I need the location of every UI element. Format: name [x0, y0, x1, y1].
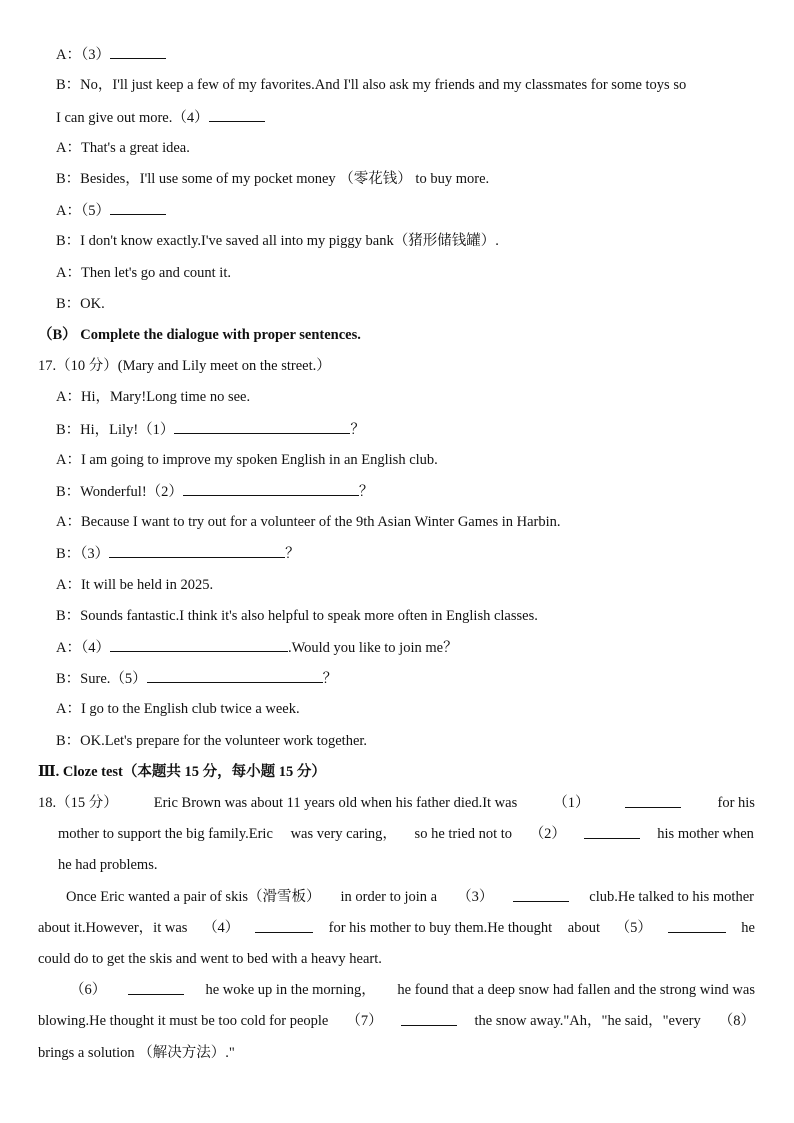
- answer-blank[interactable]: [174, 419, 350, 434]
- answer-blank[interactable]: [110, 44, 166, 59]
- question-17-intro: 17.（10 分）(Mary and Lily meet on the street.）: [38, 358, 331, 374]
- answer-blank[interactable]: [128, 980, 184, 995]
- answer-blank[interactable]: [109, 543, 285, 558]
- line-text: A：（3）: [56, 47, 110, 63]
- dialogue-line: [56, 481, 373, 502]
- dialogue-line: A：That's a great idea.: [56, 140, 190, 156]
- blank-number: （1）: [553, 795, 590, 811]
- answer-blank[interactable]: [401, 1011, 457, 1026]
- line-text: club.He talked to his mother: [589, 889, 754, 905]
- dialogue-line: [56, 419, 365, 440]
- answer-blank[interactable]: [209, 107, 265, 122]
- line-text: ？: [285, 546, 300, 562]
- blank-number: （2）: [529, 826, 566, 842]
- dialogue-line: [56, 200, 166, 221]
- line-text: so he tried not to: [414, 826, 513, 842]
- dialogue-line: A：Hi，Mary!Long time no see.: [56, 389, 251, 405]
- blank-number: （8）: [718, 1013, 755, 1029]
- cloze-line: he had problems.: [58, 857, 158, 873]
- cloze-line: [70, 980, 755, 1000]
- line-text: .Would you like to join me？: [287, 640, 458, 656]
- answer-blank[interactable]: [110, 637, 288, 652]
- answer-blank[interactable]: [625, 793, 681, 808]
- dialogue-line: A：Because I want to try out for a volunteer of the 9th Asian Winter Games in Harbin.: [56, 514, 561, 530]
- blank-number: （6）: [70, 982, 107, 998]
- line-text: mother to support the big family.Eric: [58, 826, 273, 842]
- dialogue-line: [56, 44, 166, 65]
- dialogue-line: [56, 668, 337, 689]
- dialogue-line: [56, 107, 265, 128]
- line-text: Eric Brown was about 11 years old when his father died.It was: [153, 795, 518, 811]
- line-text: blowing.He thought it must be too cold for people: [38, 1013, 329, 1029]
- line-text: ？: [350, 422, 365, 438]
- cloze-line: could do to get the skis and went to bed with a heavy heart.: [38, 951, 382, 967]
- answer-blank[interactable]: [147, 668, 323, 683]
- dialogue-line: B：Sounds fantastic.I think it's also helpful to speak more often in English classes.: [56, 608, 538, 624]
- blank-number: （7）: [346, 1013, 383, 1029]
- line-text: he found that a deep snow had fallen and the strong wind was: [397, 982, 755, 998]
- answer-blank[interactable]: [183, 481, 359, 496]
- dialogue-line: A：I go to the English club twice a week.: [56, 701, 300, 717]
- cloze-line: [66, 887, 754, 907]
- answer-blank[interactable]: [110, 200, 166, 215]
- question-number: 18.（15 分）: [38, 795, 118, 811]
- dialogue-line: B：Besides，I'll use some of my pocket money （零花钱） to buy more.: [56, 171, 490, 187]
- answer-blank[interactable]: [584, 824, 640, 839]
- line-text: he woke up in the morning，: [205, 982, 376, 998]
- line-text: B：（3）: [56, 546, 110, 562]
- blank-number: （5）: [615, 920, 652, 936]
- line-text: A：（5）: [56, 203, 110, 219]
- line-text: was very caring，: [290, 826, 397, 842]
- line-text: about: [567, 920, 601, 936]
- line-text: ？: [322, 671, 338, 687]
- dialogue-line: B：No，I'll just keep a few of my favorites.And I'll also ask my friends and my classmates for some toys so: [56, 77, 687, 93]
- cloze-line: brings a solution （解决方法）.": [38, 1045, 235, 1061]
- dialogue-line: A：It will be held in 2025.: [56, 577, 214, 593]
- section-b-heading: （B） Complete the dialogue with proper sentences.: [38, 327, 361, 343]
- answer-blank[interactable]: [668, 918, 726, 933]
- line-text: about it.However，it was: [38, 920, 188, 936]
- line-text: B：Hi，Lily!（1）: [56, 422, 175, 438]
- answer-blank[interactable]: [255, 918, 313, 933]
- line-text: Once Eric wanted a pair of skis（滑雪板）: [66, 889, 321, 905]
- line-text: B：Wonderful!（2）: [56, 484, 183, 500]
- line-text: the snow away."Ah，"he said，"every: [474, 1013, 701, 1029]
- section-3-heading: Ⅲ. Cloze test（本题共 15 分，每小题 15 分）: [38, 764, 326, 780]
- blank-number: （4）: [203, 920, 240, 936]
- line-text: he: [741, 920, 755, 936]
- dialogue-line: B：OK.: [56, 296, 105, 312]
- blank-number: （3）: [457, 889, 494, 905]
- line-text: I can give out more.（4）: [56, 110, 209, 126]
- dialogue-line: [56, 637, 458, 658]
- line-text: in order to join a: [340, 889, 438, 905]
- line-text: A：（4）: [56, 640, 110, 656]
- line-text: ？: [358, 484, 374, 500]
- line-text: his mother when: [657, 826, 754, 842]
- line-text: for his: [717, 795, 755, 811]
- dialogue-line: B：I don't know exactly.I've saved all into my piggy bank（猪形储钱罐）.: [56, 233, 499, 249]
- line-text: B：Sure.（5）: [56, 671, 147, 687]
- dialogue-line: A：Then let's go and count it.: [56, 265, 231, 281]
- cloze-line: [38, 918, 755, 938]
- cloze-line: [38, 1011, 755, 1031]
- dialogue-line: A：I am going to improve my spoken English in an English club.: [56, 452, 438, 468]
- line-text: for his mother to buy them.He thought: [328, 920, 553, 936]
- cloze-line: [58, 824, 754, 844]
- dialogue-line: [56, 543, 300, 564]
- cloze-line: [38, 793, 755, 813]
- dialogue-line: B：OK.Let's prepare for the volunteer work together.: [56, 733, 368, 749]
- answer-blank[interactable]: [513, 887, 569, 902]
